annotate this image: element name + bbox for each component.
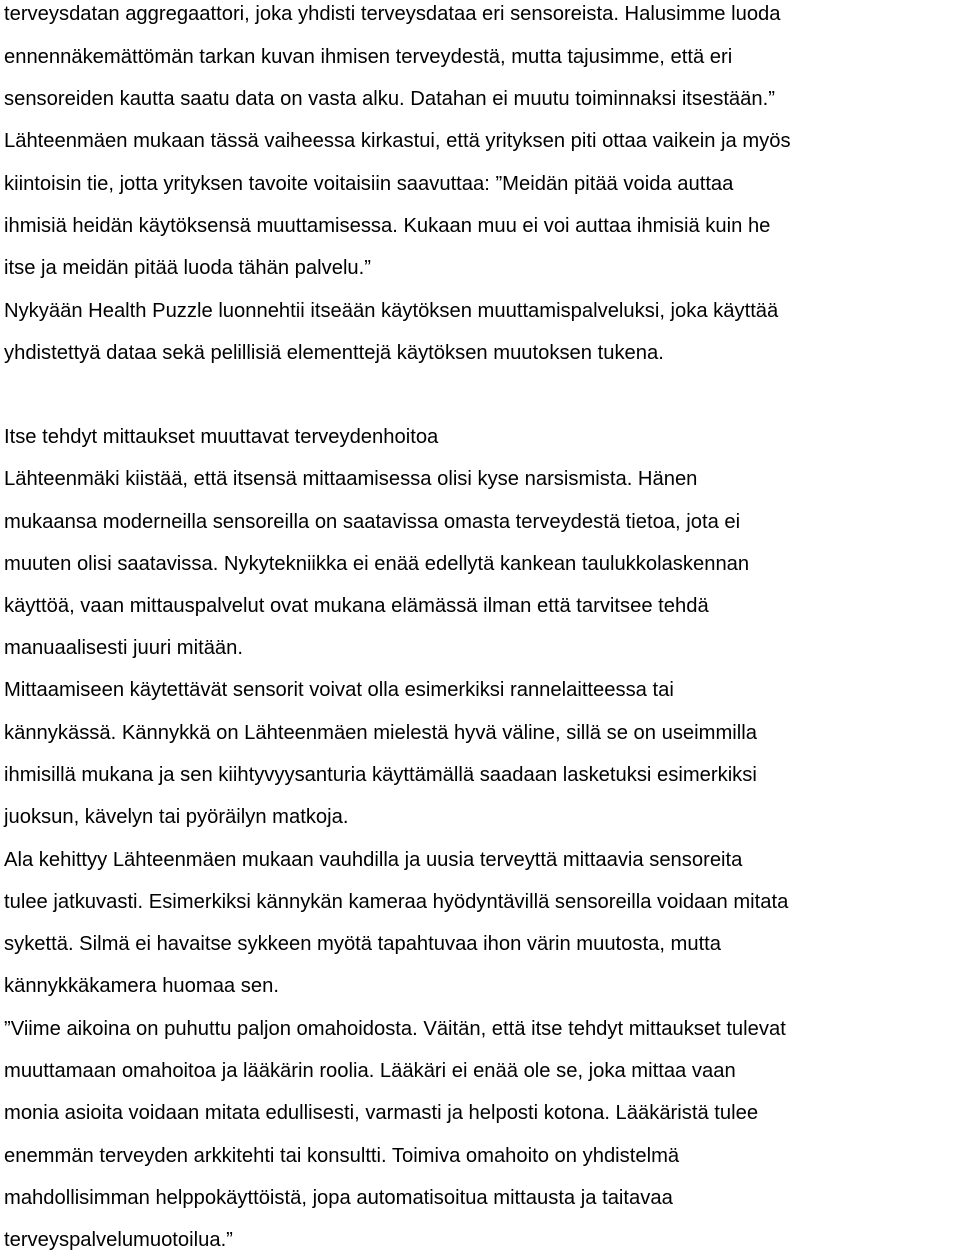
text-line: Ala kehittyy Lähteenmäen mukaan vauhdilla ja uusia terveyttä mittaavia sensoreita — [4, 849, 743, 871]
text-line: Lähteenmäen mukaan tässä vaiheessa kirkastui, että yrityksen piti ottaa vaikein ja myös — [4, 130, 791, 152]
text-line: ”Viime aikoina on puhuttu paljon omahoidosta. Väitän, että itse tehdyt mittaukset tulevat — [4, 1018, 786, 1040]
section-heading: Itse tehdyt mittaukset muuttavat terveydenhoitoa — [4, 426, 439, 448]
text-line: mahdollisimman helppokäyttöistä, jopa automatisoitua mittausta ja taitavaa — [4, 1187, 673, 1209]
text-line: monia asioita voidaan mitata edullisesti, varmasti ja helposti kotona. Lääkäristä tulee — [4, 1102, 759, 1124]
text-line: mukaansa moderneilla sensoreilla on saatavissa omasta terveydestä tietoa, jota ei — [4, 511, 741, 533]
text-line: muuten olisi saatavissa. Nykytekniikka ei enää edellytä kankean taulukkolaskennan — [4, 553, 750, 575]
text-line: ihmisiä heidän käytöksensä muuttamisessa. Kukaan muu ei voi auttaa ihmisiä kuin he — [4, 215, 771, 237]
text-line: manuaalisesti juuri mitään. — [4, 637, 243, 659]
text-line: kännykkäkamera huomaa sen. — [4, 975, 279, 997]
text-line: yhdistettyä dataa sekä pelillisiä elementtejä käytöksen muutoksen tukena. — [4, 342, 664, 364]
text-line: sykettä. Silmä ei havaitse sykkeen myötä tapahtuvaa ihon värin muutosta, mutta — [4, 933, 722, 955]
text-line: muuttamaan omahoitoa ja lääkärin roolia. Lääkäri ei enää ole se, joka mittaa vaan — [4, 1060, 736, 1082]
text-line: tulee jatkuvasti. Esimerkiksi kännykän kameraa hyödyntävillä sensoreilla voidaan mitata — [4, 891, 789, 913]
text-line: terveysdatan aggregaattori, joka yhdisti terveysdataa eri sensoreista. Halusimme luoda — [4, 3, 781, 25]
text-line: kiintoisin tie, jotta yrityksen tavoite voitaisiin saavuttaa: ”Meidän pitää voida auttaa — [4, 173, 734, 195]
text-line: enemmän terveyden arkkitehti tai konsultti. Toimiva omahoito on yhdistelmä — [4, 1145, 680, 1167]
text-line: sensoreiden kautta saatu data on vasta alku. Datahan ei muutu toiminnaksi itsestään.” — [4, 88, 775, 110]
text-line: terveyspalvelumuotoilua.” — [4, 1229, 233, 1251]
text-line: Lähteenmäki kiistää, että itsensä mittaamisessa olisi kyse narsismista. Hänen — [4, 468, 698, 490]
text-line: ihmisillä mukana ja sen kiihtyvyysanturia käyttämällä saadaan lasketuksi esimerkiksi — [4, 764, 757, 786]
text-line: itse ja meidän pitää luoda tähän palvelu.” — [4, 257, 371, 279]
text-line: Mittaamiseen käytettävät sensorit voivat olla esimerkiksi rannelaitteessa tai — [4, 679, 674, 701]
text-line: käyttöä, vaan mittauspalvelut ovat mukana elämässä ilman että tarvitsee tehdä — [4, 595, 709, 617]
text-line: Nykyään Health Puzzle luonnehtii itseään käytöksen muuttamispalveluksi, joka käyttää — [4, 300, 779, 322]
text-line: ennennäkemättömän tarkan kuvan ihmisen terveydestä, mutta tajusimme, että eri — [4, 46, 733, 68]
text-line: kännykässä. Kännykkä on Lähteenmäen mielestä hyvä väline, sillä se on useimmilla — [4, 722, 757, 744]
text-line: juoksun, kävelyn tai pyöräilyn matkoja. — [4, 806, 349, 828]
